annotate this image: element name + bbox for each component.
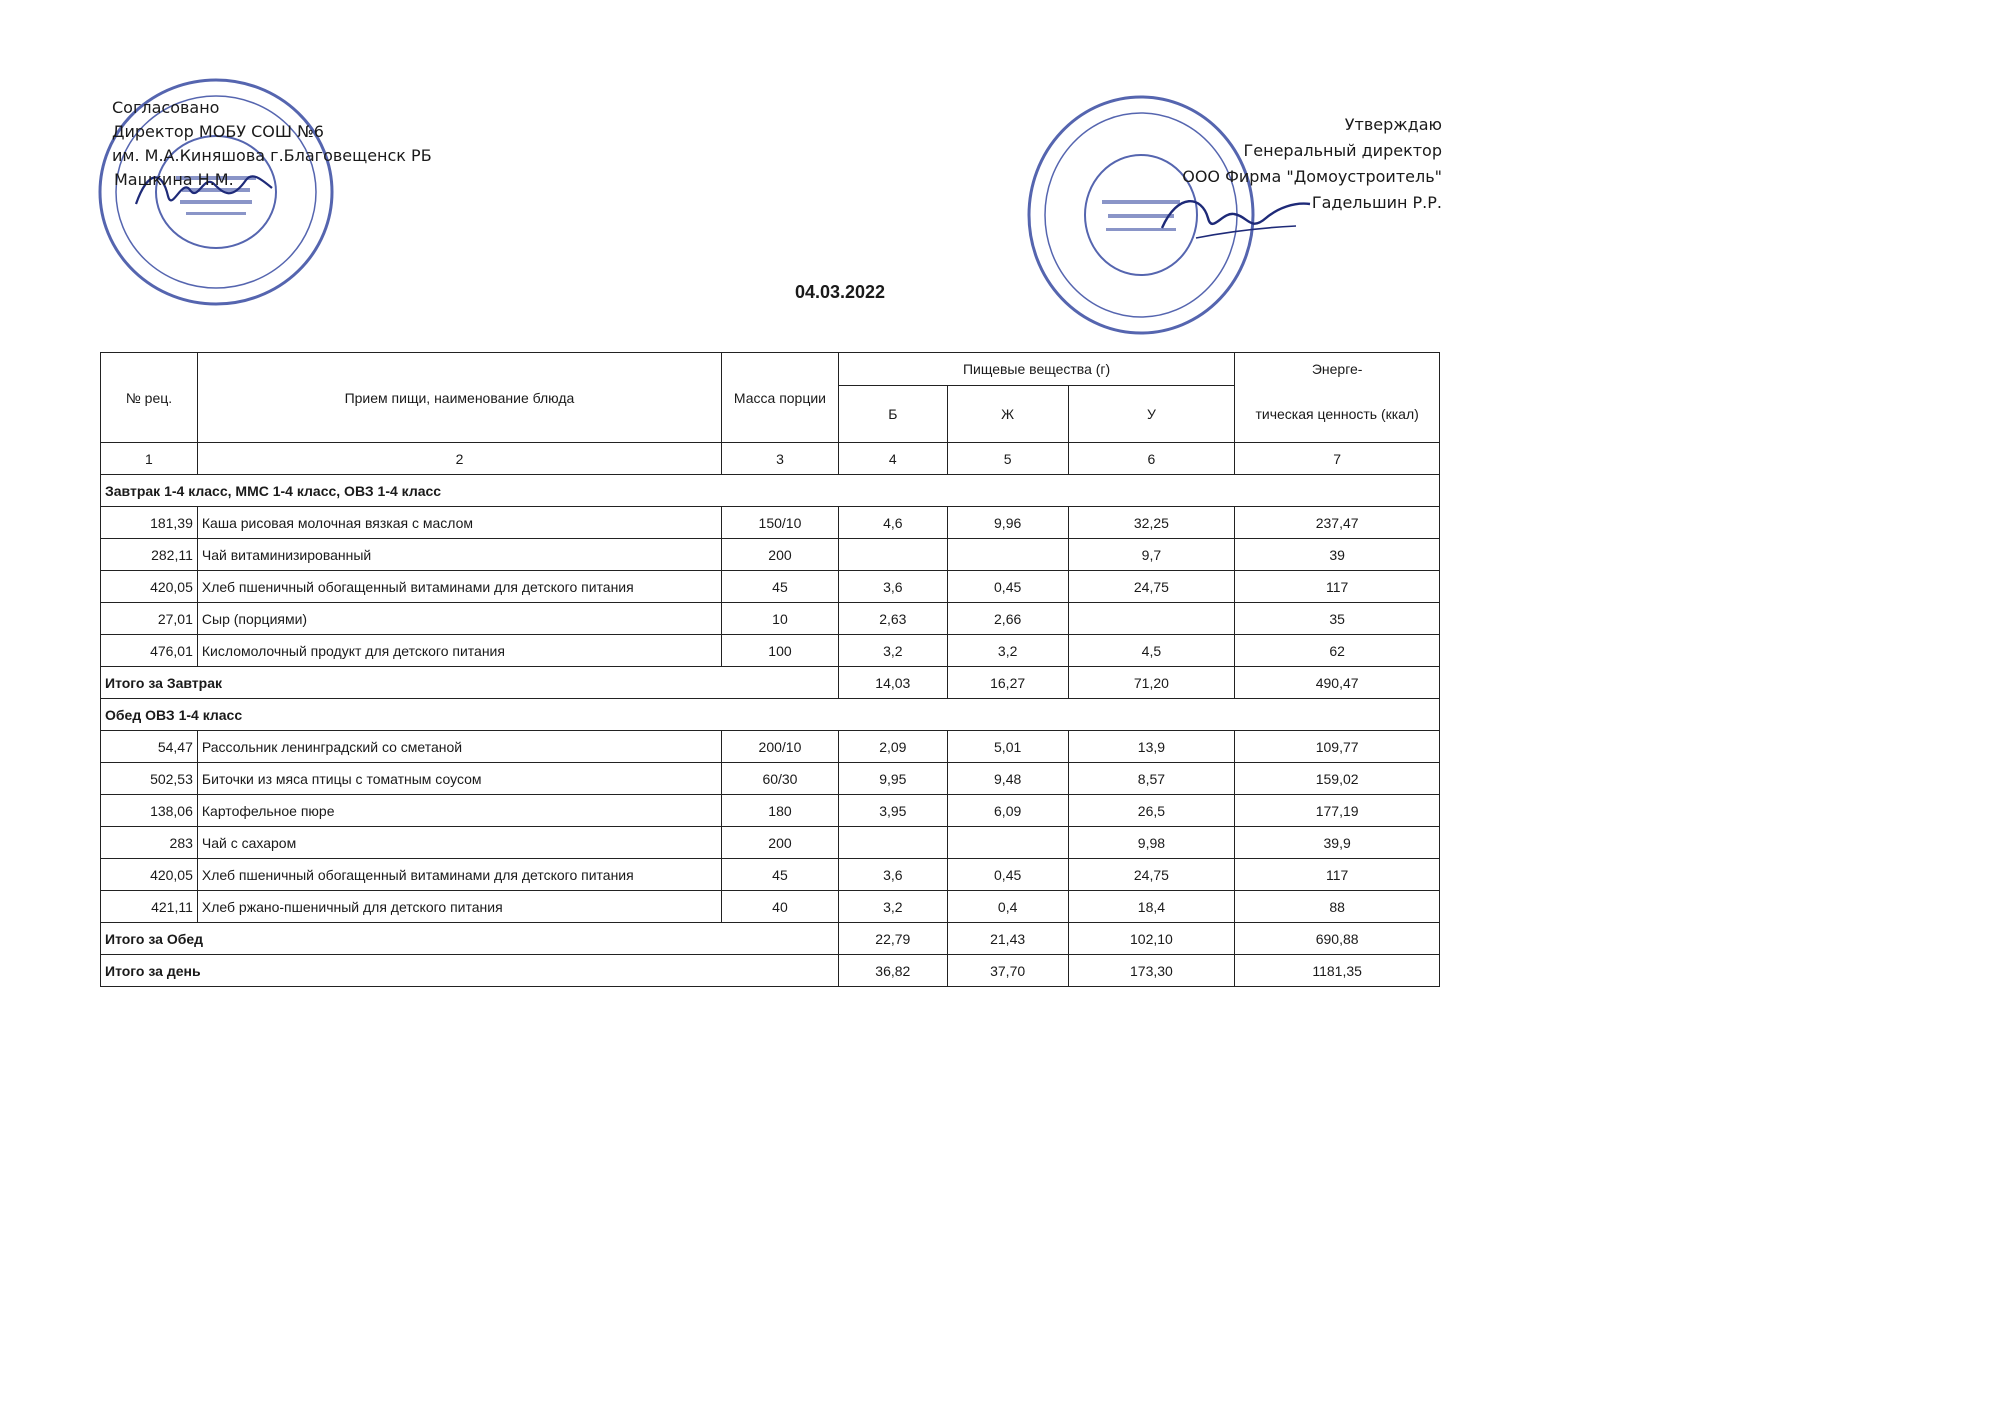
table-row xyxy=(101,891,1440,923)
energy: 237,47 xyxy=(1235,507,1440,539)
proteins: 3,95 xyxy=(838,795,947,827)
section-row-breakfast xyxy=(101,475,1440,507)
total-proteins: 22,79 xyxy=(838,923,947,955)
header-portion-mass: Масса порции xyxy=(722,353,839,443)
dish-name: Хлеб пшеничный обогащенный витаминами для детского питания xyxy=(197,859,721,891)
fats: 5,01 xyxy=(947,731,1068,763)
recipe-number: 282,11 xyxy=(101,539,198,571)
approval-right-signature-line xyxy=(1182,190,1442,216)
carbs: 4,5 xyxy=(1068,635,1235,667)
table-row xyxy=(101,635,1440,667)
day-total-proteins: 36,82 xyxy=(838,955,947,987)
energy: 117 xyxy=(1235,859,1440,891)
dish-name: Картофельное пюре xyxy=(197,795,721,827)
day-total-carbs: 173,30 xyxy=(1068,955,1235,987)
portion-mass: 200 xyxy=(722,539,839,571)
table-row xyxy=(101,731,1440,763)
portion-mass: 60/30 xyxy=(722,763,839,795)
dish-name: Сыр (порциями) xyxy=(197,603,721,635)
recipe-number: 421,11 xyxy=(101,891,198,923)
proteins: 3,2 xyxy=(838,635,947,667)
header-nutrients: Пищевые вещества (г) xyxy=(838,353,1234,386)
table-row xyxy=(101,859,1440,891)
total-fats: 16,27 xyxy=(947,667,1068,699)
approval-right-organization: ООО Фирма "Домоустроитель" xyxy=(1182,167,1442,186)
table-row xyxy=(101,763,1440,795)
recipe-number: 54,47 xyxy=(101,731,198,763)
recipe-number: 138,06 xyxy=(101,795,198,827)
column-number-row xyxy=(101,443,1440,475)
carbs: 13,9 xyxy=(1068,731,1235,763)
recipe-number: 27,01 xyxy=(101,603,198,635)
dish-name: Чай витаминизированный xyxy=(197,539,721,571)
portion-mass: 180 xyxy=(722,795,839,827)
menu-table xyxy=(100,352,1440,987)
proteins: 2,09 xyxy=(838,731,947,763)
carbs: 8,57 xyxy=(1068,763,1235,795)
table-row xyxy=(101,571,1440,603)
portion-mass: 10 xyxy=(722,603,839,635)
dish-name: Кисломолочный продукт для детского питания xyxy=(197,635,721,667)
section-title-breakfast: Завтрак 1-4 класс, ММС 1-4 класс, ОВЗ 1-4 класс xyxy=(101,475,1440,507)
portion-mass: 40 xyxy=(722,891,839,923)
carbs: 26,5 xyxy=(1068,795,1235,827)
energy: 39 xyxy=(1235,539,1440,571)
col-number: 7 xyxy=(1235,443,1440,475)
energy: 117 xyxy=(1235,571,1440,603)
fats: 0,4 xyxy=(947,891,1068,923)
total-row-breakfast xyxy=(101,667,1440,699)
approval-left-title: Согласовано xyxy=(112,98,220,117)
fats xyxy=(947,827,1068,859)
proteins: 3,6 xyxy=(838,859,947,891)
approval-left-position: Директор МОБУ СОШ №6 xyxy=(112,122,324,141)
total-row-day xyxy=(101,955,1440,987)
approval-left-signature-line xyxy=(112,168,432,192)
day-total-energy: 1181,35 xyxy=(1235,955,1440,987)
header-carbs: У xyxy=(1068,386,1235,443)
table-row xyxy=(101,827,1440,859)
total-fats: 21,43 xyxy=(947,923,1068,955)
table-header-row xyxy=(101,353,1440,386)
fats: 6,09 xyxy=(947,795,1068,827)
total-label-day: Итого за день xyxy=(101,955,839,987)
section-title-lunch: Обед ОВЗ 1-4 класс xyxy=(101,699,1440,731)
energy: 62 xyxy=(1235,635,1440,667)
header-fats: Ж xyxy=(947,386,1068,443)
table-row xyxy=(101,507,1440,539)
energy: 39,9 xyxy=(1235,827,1440,859)
col-number: 4 xyxy=(838,443,947,475)
col-number: 2 xyxy=(197,443,721,475)
carbs: 18,4 xyxy=(1068,891,1235,923)
carbs: 24,75 xyxy=(1068,859,1235,891)
approval-right xyxy=(1182,112,1442,216)
recipe-number: 420,05 xyxy=(101,571,198,603)
energy: 109,77 xyxy=(1235,731,1440,763)
carbs: 9,98 xyxy=(1068,827,1235,859)
portion-mass: 45 xyxy=(722,571,839,603)
approval-right-title: Утверждаю xyxy=(1344,115,1442,134)
recipe-number: 283 xyxy=(101,827,198,859)
portion-mass: 200 xyxy=(722,827,839,859)
total-energy: 490,47 xyxy=(1235,667,1440,699)
proteins: 3,6 xyxy=(838,571,947,603)
dish-name: Чай с сахаром xyxy=(197,827,721,859)
total-label-breakfast: Итого за Завтрак xyxy=(101,667,839,699)
table-row xyxy=(101,795,1440,827)
total-energy: 690,88 xyxy=(1235,923,1440,955)
col-number: 5 xyxy=(947,443,1068,475)
proteins: 4,6 xyxy=(838,507,947,539)
section-row-lunch xyxy=(101,699,1440,731)
total-carbs: 102,10 xyxy=(1068,923,1235,955)
dish-name: Биточки из мяса птицы с томатным соусом xyxy=(197,763,721,795)
fats: 9,96 xyxy=(947,507,1068,539)
total-row-lunch xyxy=(101,923,1440,955)
menu-date: 04.03.2022 xyxy=(794,282,886,302)
fats xyxy=(947,539,1068,571)
proteins: 2,63 xyxy=(838,603,947,635)
dish-name: Хлеб пшеничный обогащенный витаминами для детского питания xyxy=(197,571,721,603)
carbs xyxy=(1068,603,1235,635)
day-total-fats: 37,70 xyxy=(947,955,1068,987)
header-proteins: Б xyxy=(838,386,947,443)
fats: 0,45 xyxy=(947,571,1068,603)
col-number: 3 xyxy=(722,443,839,475)
portion-mass: 45 xyxy=(722,859,839,891)
col-number: 1 xyxy=(101,443,198,475)
table-row xyxy=(101,603,1440,635)
energy: 88 xyxy=(1235,891,1440,923)
proteins: 3,2 xyxy=(838,891,947,923)
proteins xyxy=(838,539,947,571)
portion-mass: 150/10 xyxy=(722,507,839,539)
header-dish-name: Прием пищи, наименование блюда xyxy=(197,353,721,443)
total-proteins: 14,03 xyxy=(838,667,947,699)
portion-mass: 200/10 xyxy=(722,731,839,763)
header-recipe-number: № рец. xyxy=(101,353,198,443)
dish-name: Рассольник ленинградский со сметаной xyxy=(197,731,721,763)
portion-mass: 100 xyxy=(722,635,839,667)
carbs: 9,7 xyxy=(1068,539,1235,571)
carbs: 32,25 xyxy=(1068,507,1235,539)
approval-right-signer: Гадельшин Р.Р. xyxy=(1311,193,1442,212)
energy: 159,02 xyxy=(1235,763,1440,795)
recipe-number: 502,53 xyxy=(101,763,198,795)
fats: 0,45 xyxy=(947,859,1068,891)
table-row xyxy=(101,539,1440,571)
approval-left-signer: Машкина Н.М. xyxy=(114,170,234,189)
recipe-number: 476,01 xyxy=(101,635,198,667)
header-energy-bottom: тическая ценность (ккал) xyxy=(1235,386,1440,443)
fats: 9,48 xyxy=(947,763,1068,795)
approval-left xyxy=(112,96,432,192)
col-number: 6 xyxy=(1068,443,1235,475)
total-carbs: 71,20 xyxy=(1068,667,1235,699)
proteins: 9,95 xyxy=(838,763,947,795)
approval-left-organization: им. М.А.Киняшова г.Благовещенск РБ xyxy=(112,146,432,165)
carbs: 24,75 xyxy=(1068,571,1235,603)
dish-name: Хлеб ржано-пшеничный для детского питания xyxy=(197,891,721,923)
proteins xyxy=(838,827,947,859)
fats: 3,2 xyxy=(947,635,1068,667)
recipe-number: 420,05 xyxy=(101,859,198,891)
total-label-lunch: Итого за Обед xyxy=(101,923,839,955)
energy: 177,19 xyxy=(1235,795,1440,827)
header-energy-top: Энерге- xyxy=(1235,353,1440,386)
recipe-number: 181,39 xyxy=(101,507,198,539)
fats: 2,66 xyxy=(947,603,1068,635)
energy: 35 xyxy=(1235,603,1440,635)
approval-right-position: Генеральный директор xyxy=(1243,141,1442,160)
dish-name: Каша рисовая молочная вязкая с маслом xyxy=(197,507,721,539)
